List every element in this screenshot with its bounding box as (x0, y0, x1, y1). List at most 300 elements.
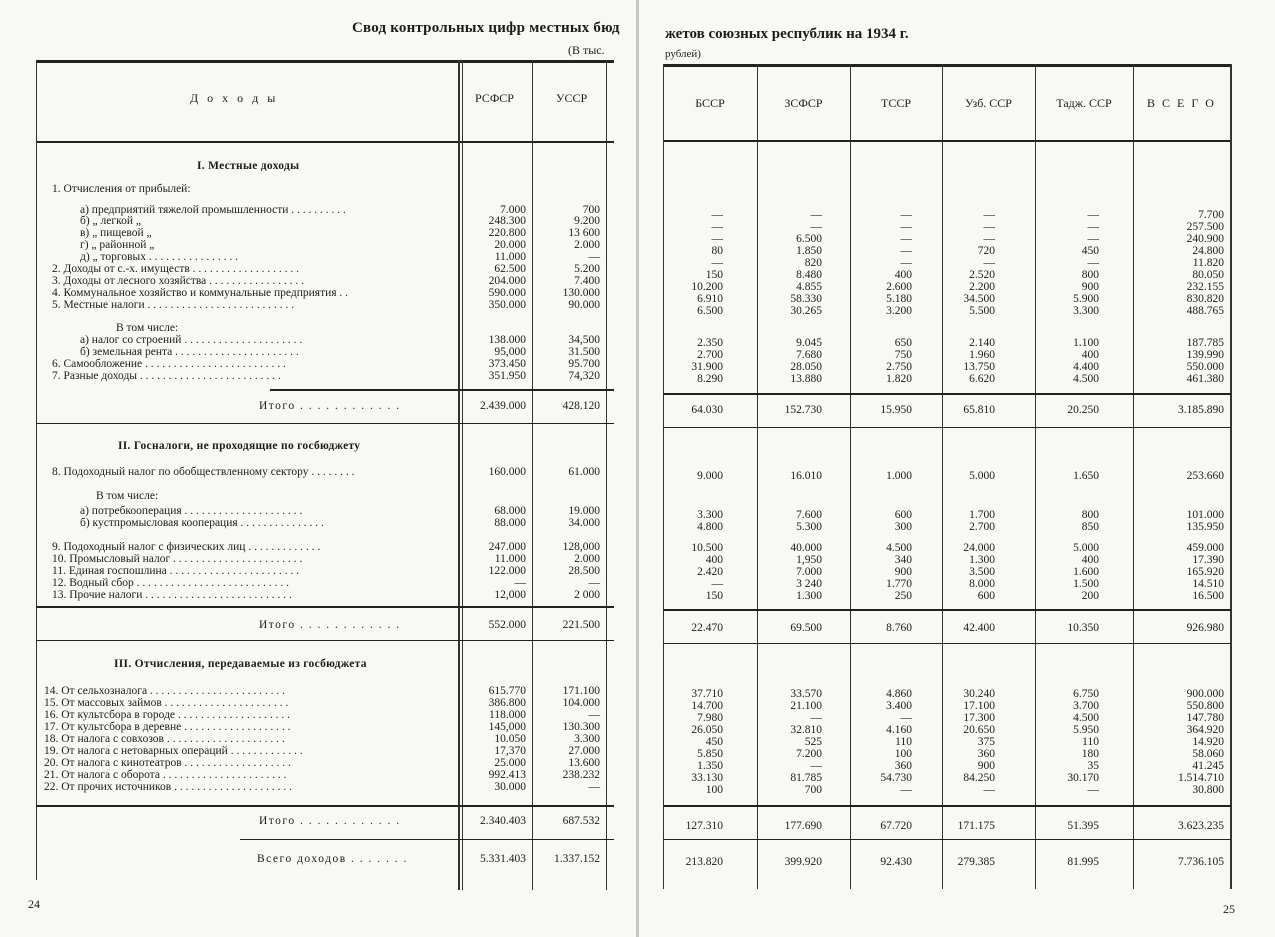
row-value-rsfsr: 118.000 (489, 709, 526, 721)
right-cell: 400 (1081, 554, 1099, 566)
right-cell: 4.860 (886, 688, 912, 700)
right-cell: 1.700 (969, 509, 995, 521)
right-cell: 37.710 (691, 688, 723, 700)
right-cell: 3.623.235 (1178, 820, 1224, 832)
header-ussr: УССР (556, 91, 588, 105)
right-cell: 3 240 (796, 578, 822, 590)
row-value-ussr: 5.200 (574, 263, 600, 275)
right-cell: 24.000 (963, 542, 995, 554)
right-cell: 1.100 (1073, 337, 1099, 349)
right-cell: 80.050 (1192, 269, 1224, 281)
row-value-rsfsr: 248.300 (488, 215, 526, 227)
right-cell: 213.820 (685, 856, 723, 868)
right-cell: — (900, 233, 912, 245)
right-cell: — (983, 784, 995, 796)
right-cell: 17.100 (963, 700, 995, 712)
right-cell: 20.650 (963, 724, 995, 736)
row-value-ussr: 19.000 (568, 505, 600, 517)
right-cell: 10.350 (1067, 622, 1099, 634)
right-cell: — (900, 257, 912, 269)
right-cell: — (810, 209, 822, 221)
right-cell: 550.000 (1186, 361, 1224, 373)
right-cell: 5.500 (969, 305, 995, 317)
right-cell: 10.200 (691, 281, 723, 293)
right-cell: 139.990 (1186, 349, 1224, 361)
right-header-1: ЗСФСР (784, 96, 823, 110)
row-label: 5. Местные налоги . . . . . . . . . . . . . . . . . . . . . . . . . . (52, 299, 295, 311)
row-value-ussr: 238.232 (562, 769, 600, 781)
right-cell: — (711, 209, 723, 221)
row-value-ussr: 128,000 (562, 541, 600, 553)
right-cell: 1,950 (796, 554, 822, 566)
right-cell: 650 (894, 337, 912, 349)
right-cell: 450 (705, 736, 723, 748)
row-value-rsfsr: 2.439.000 (480, 400, 526, 412)
right-cell: 150 (705, 590, 723, 602)
right-units: рублей) (665, 48, 701, 60)
right-header-3: Узб. ССР (965, 96, 1012, 110)
right-cell: 13.750 (963, 361, 995, 373)
row-label: 1. Отчисления от прибылей: (52, 183, 191, 195)
row-label: 13. Прочие налоги . . . . . . . . . . . . . . . . . . . . . . . . . . (52, 589, 292, 601)
table-right-rule (606, 60, 607, 890)
row-label: а) налог со строений . . . . . . . . . . . . . . . . . . . . . (80, 334, 303, 346)
right-cell: 8.000 (969, 578, 995, 590)
row-label: 11. Единая госпошлина . . . . . . . . . . . . . . . . . . . . . . . (52, 565, 300, 577)
right-cell: 33.130 (691, 772, 723, 784)
right-cell: 900 (1081, 281, 1099, 293)
row-label: Итого . . . . . . . . . . . . (259, 619, 401, 631)
row-value-rsfsr: 68.000 (494, 505, 526, 517)
row-label: В том числе: (96, 490, 159, 502)
right-cell: — (1087, 257, 1099, 269)
row-value-ussr: 104.000 (562, 697, 600, 709)
right-cell: 488.765 (1186, 305, 1224, 317)
row-value-rsfsr: 351.950 (488, 370, 526, 382)
itogo-rule-2 (36, 606, 614, 608)
right-header-4: Тадж. ССР (1056, 96, 1112, 110)
right-cell: 100 (705, 784, 723, 796)
itogo-rule-3 (36, 805, 614, 807)
col1-rule (458, 60, 460, 890)
row-label: 4. Коммунальное хозяйство и коммунальные предприятия . . (52, 287, 349, 299)
right-cell: 900 (894, 566, 912, 578)
right-cell: 80 (711, 245, 723, 257)
row-value-rsfsr: — (514, 577, 526, 589)
right-cell: 177.690 (784, 820, 822, 832)
row-value-ussr: 2 000 (574, 589, 600, 601)
row-label: в) „ пищевой „ (80, 227, 152, 239)
right-cell: — (900, 209, 912, 221)
row-label: 8. Подоходный налог по обобществленному сектору . . . . . . . . (52, 466, 355, 478)
right-cell: 26.050 (691, 724, 723, 736)
row-value-rsfsr: 88.000 (494, 517, 526, 529)
right-cell: 240.900 (1186, 233, 1224, 245)
right-cell: 6.500 (796, 233, 822, 245)
right-cell: — (810, 712, 822, 724)
row-value-ussr: 171.100 (562, 685, 600, 697)
row-label: Итого . . . . . . . . . . . . (259, 815, 401, 827)
right-cell: — (900, 712, 912, 724)
row-value-rsfsr: 2.340.403 (480, 815, 526, 827)
right-cell: 2.350 (697, 337, 723, 349)
row-value-rsfsr: 145,000 (488, 721, 526, 733)
right-cell: 30.170 (1067, 772, 1099, 784)
right-cell: 65.810 (963, 404, 995, 416)
right-cell: 800 (1081, 509, 1099, 521)
right-cell: 200 (1081, 590, 1099, 602)
right-cell: 8.290 (697, 373, 723, 385)
row-label: 12. Водный сбор . . . . . . . . . . . . . . . . . . . . . . . . . . . (52, 577, 289, 589)
right-title: жетов союзных республик на 1934 г. (665, 26, 909, 42)
right-cell: 340 (894, 554, 912, 566)
row-label: 21. От налога с оборота . . . . . . . . . . . . . . . . . . . . . . (44, 769, 287, 781)
row-value-ussr: 130.300 (562, 721, 600, 733)
right-cell: 360 (894, 760, 912, 772)
row-value-rsfsr: 204.000 (488, 275, 526, 287)
row-label: б) „ легкой „ (80, 215, 141, 227)
right-cell: — (711, 221, 723, 233)
right-cell: 84.250 (963, 772, 995, 784)
right-cell: 6.910 (697, 293, 723, 305)
right-cell: 820 (804, 257, 822, 269)
row-value-rsfsr: 17,370 (494, 745, 526, 757)
right-cell: 101.000 (1186, 509, 1224, 521)
row-value-rsfsr: 552.000 (488, 619, 526, 631)
r-col6-rule (1230, 64, 1232, 889)
right-cell: 16.500 (1192, 590, 1224, 602)
right-cell: — (1087, 209, 1099, 221)
right-cell: 600 (894, 509, 912, 521)
right-cell: 24.800 (1192, 245, 1224, 257)
row-value-rsfsr: 590.000 (488, 287, 526, 299)
right-cell: 147.780 (1186, 712, 1224, 724)
row-value-ussr: 13 600 (568, 227, 600, 239)
row-value-rsfsr: 220.800 (488, 227, 526, 239)
left-units: (В тыс. (568, 43, 605, 57)
right-cell: 14.700 (691, 700, 723, 712)
right-cell: 34.500 (963, 293, 995, 305)
right-cell: 28.050 (790, 361, 822, 373)
r-vsego-rule (663, 839, 1231, 840)
right-cell: 1.000 (886, 470, 912, 482)
right-cell: — (983, 209, 995, 221)
right-cell: — (1087, 233, 1099, 245)
row-value-ussr: — (588, 709, 600, 721)
right-cell: 7.736.105 (1178, 856, 1224, 868)
right-cell: 461.380 (1186, 373, 1224, 385)
row-label: 17. От культсбора в деревне . . . . . . . . . . . . . . . . . . . (44, 721, 291, 733)
itogo-rule-1 (270, 389, 614, 391)
section-rule-2 (36, 640, 614, 641)
r-itogo-rule-3 (663, 805, 1231, 807)
section-title-3: III. Отчисления, передаваемые из госбюджета (114, 658, 367, 670)
right-cell: 35 (1087, 760, 1099, 772)
section-title-1: I. Местные доходы (197, 160, 300, 172)
right-cell: 152.730 (784, 404, 822, 416)
right-cell: 4.500 (1073, 373, 1099, 385)
row-value-rsfsr: 615.770 (488, 685, 526, 697)
right-cell: — (711, 233, 723, 245)
row-value-ussr: 74,320 (568, 370, 600, 382)
right-cell: 3.700 (1073, 700, 1099, 712)
right-cell: 187.785 (1186, 337, 1224, 349)
row-value-ussr: 687.532 (562, 815, 600, 827)
row-label: Итого . . . . . . . . . . . . (259, 400, 401, 412)
right-cell: — (900, 784, 912, 796)
row-value-ussr: 3.300 (574, 733, 600, 745)
right-cell: 279.385 (957, 856, 995, 868)
right-cell: 3.200 (886, 305, 912, 317)
row-label: Всего доходов . . . . . . . (257, 853, 408, 865)
row-value-ussr: 95.700 (568, 358, 600, 370)
right-cell: 5.000 (969, 470, 995, 482)
row-value-ussr: 13.600 (568, 757, 600, 769)
right-cell: 1.960 (969, 349, 995, 361)
right-cell: 830.820 (1186, 293, 1224, 305)
vsego-rule (240, 839, 614, 840)
right-cell: 67.720 (880, 820, 912, 832)
right-cell: 9.000 (697, 470, 723, 482)
right-cell: 5.000 (1073, 542, 1099, 554)
right-cell: 33.570 (790, 688, 822, 700)
right-cell: 16.010 (790, 470, 822, 482)
right-cell: 11.820 (1192, 257, 1224, 269)
row-value-rsfsr: 30.000 (494, 781, 526, 793)
row-label: 19. От налога с нетоварных операций . . . . . . . . . . . . . (44, 745, 303, 757)
row-label: б) земельная рента . . . . . . . . . . . . . . . . . . . . . . (80, 346, 299, 358)
row-value-ussr: — (588, 251, 600, 263)
right-cell: 800 (1081, 269, 1099, 281)
right-cell: 31.900 (691, 361, 723, 373)
right-cell: 1.350 (697, 760, 723, 772)
right-cell: 4.160 (886, 724, 912, 736)
header-dohody: Д о х о д ы (190, 91, 279, 105)
right-cell: 600 (977, 590, 995, 602)
right-cell: 100 (894, 748, 912, 760)
right-cell: 5.900 (1073, 293, 1099, 305)
right-cell: 2.700 (697, 349, 723, 361)
right-cell: 700 (804, 784, 822, 796)
header-rsfsr: РСФСР (475, 91, 514, 105)
right-cell: 5.180 (886, 293, 912, 305)
right-cell: 400 (705, 554, 723, 566)
right-cell: 150 (705, 269, 723, 281)
table-header-rule (36, 141, 614, 143)
right-cell: 69.500 (790, 622, 822, 634)
right-cell: 13.880 (790, 373, 822, 385)
right-cell: 64.030 (691, 404, 723, 416)
right-cell: 110 (1082, 736, 1099, 748)
right-cell: 900.000 (1186, 688, 1224, 700)
right-cell: 1.650 (1073, 470, 1099, 482)
right-cell: 3.185.890 (1178, 404, 1224, 416)
right-cell: 7.980 (697, 712, 723, 724)
row-value-ussr: 31.500 (568, 346, 600, 358)
right-cell: 3.400 (886, 700, 912, 712)
right-cell: 2.700 (969, 521, 995, 533)
right-cell: 7.700 (1198, 209, 1224, 221)
right-cell: 135.950 (1186, 521, 1224, 533)
right-cell: 3.500 (969, 566, 995, 578)
row-value-ussr: 1.337.152 (554, 853, 600, 865)
left-page (0, 0, 636, 937)
right-cell: 30.800 (1192, 784, 1224, 796)
row-label: 15. От массовых займов . . . . . . . . . . . . . . . . . . . . . . (44, 697, 289, 709)
right-cell: 14.510 (1192, 578, 1224, 590)
r-section-rule-1 (663, 427, 1231, 428)
right-cell: 1.850 (796, 245, 822, 257)
row-label: 2. Доходы от с.-х. имуществ . . . . . . . . . . . . . . . . . . . (52, 263, 300, 275)
right-cell: 2.600 (886, 281, 912, 293)
right-cell: 20.250 (1067, 404, 1099, 416)
row-value-ussr: 2.000 (574, 553, 600, 565)
right-cell: 180 (1081, 748, 1099, 760)
row-label: 18. От налога с совхозов . . . . . . . . . . . . . . . . . . . . . (44, 733, 285, 745)
row-value-ussr: 61.000 (568, 466, 600, 478)
right-cell: 375 (977, 736, 995, 748)
row-label: 3. Доходы от лесного хозяйства . . . . . . . . . . . . . . . . . (52, 275, 304, 287)
row-value-rsfsr: 5.331.403 (480, 853, 526, 865)
row-value-rsfsr: 62.500 (494, 263, 526, 275)
right-cell: 400 (1081, 349, 1099, 361)
row-value-rsfsr: 7.000 (500, 204, 526, 216)
row-value-rsfsr: 11.000 (494, 553, 526, 565)
row-label: 16. От культсбора в городе . . . . . . . . . . . . . . . . . . . . (44, 709, 291, 721)
right-cell: 1.600 (1073, 566, 1099, 578)
row-value-ussr: 7.400 (574, 275, 600, 287)
right-cell: 15.950 (880, 404, 912, 416)
row-label: 10. Промысловый налог . . . . . . . . . . . . . . . . . . . . . . . (52, 553, 303, 565)
row-value-rsfsr: 373.450 (488, 358, 526, 370)
right-cell: 6.750 (1073, 688, 1099, 700)
row-label: В том числе: (116, 322, 179, 334)
right-cell: 1.820 (886, 373, 912, 385)
row-value-rsfsr: 160.000 (488, 466, 526, 478)
right-header-5: В С Е Г О (1147, 96, 1216, 110)
right-cell: 40.000 (790, 542, 822, 554)
row-value-rsfsr: 350.000 (488, 299, 526, 311)
r-itogo-rule-1 (663, 393, 1231, 395)
right-cell: 171.175 (957, 820, 995, 832)
row-value-ussr: 700 (582, 204, 600, 216)
right-page (639, 0, 1275, 937)
right-cell: 1.300 (969, 554, 995, 566)
right-cell: 14.920 (1192, 736, 1224, 748)
right-cell: 58.330 (790, 293, 822, 305)
right-cell: — (983, 257, 995, 269)
right-cell: 30.240 (963, 688, 995, 700)
right-cell: 9.045 (796, 337, 822, 349)
r-section-rule-2 (663, 643, 1231, 644)
right-cell: 17.300 (963, 712, 995, 724)
row-value-ussr: — (588, 577, 600, 589)
row-value-ussr: 2.000 (574, 239, 600, 251)
row-label: 7. Разные доходы . . . . . . . . . . . . . . . . . . . . . . . . . (52, 370, 281, 382)
row-value-rsfsr: 992.413 (488, 769, 526, 781)
right-header-2: ТССР (880, 96, 911, 110)
right-cell: 5.850 (697, 748, 723, 760)
right-cell: 7.200 (796, 748, 822, 760)
right-cell: 360 (977, 748, 995, 760)
row-value-rsfsr: 11.000 (494, 251, 526, 263)
right-cell: 2.420 (697, 566, 723, 578)
right-cell: 850 (1081, 521, 1099, 533)
row-value-ussr: 221.500 (562, 619, 600, 631)
right-cell: 450 (1081, 245, 1099, 257)
table-left-rule (36, 60, 37, 880)
right-cell: 110 (895, 736, 912, 748)
right-cell: 5.300 (796, 521, 822, 533)
right-cell: 232.155 (1186, 281, 1224, 293)
right-cell: 7.680 (796, 349, 822, 361)
right-cell: 550.800 (1186, 700, 1224, 712)
row-label: 22. От прочих источников . . . . . . . . . . . . . . . . . . . . . (44, 781, 292, 793)
section-rule-1 (36, 423, 614, 424)
right-cell: 4.500 (886, 542, 912, 554)
right-cell: 17.390 (1192, 554, 1224, 566)
right-cell: — (983, 233, 995, 245)
row-label: 9. Подоходный налог с физических лиц . . . . . . . . . . . . . (52, 541, 321, 553)
right-cell: 22.470 (691, 622, 723, 634)
right-cell: 4.500 (1073, 712, 1099, 724)
row-value-rsfsr: 386.800 (488, 697, 526, 709)
right-cell: 81.785 (790, 772, 822, 784)
row-label: а) потребкооперация . . . . . . . . . . . . . . . . . . . . . (80, 505, 303, 517)
row-value-ussr: 28.500 (568, 565, 600, 577)
table-top-rule (36, 60, 614, 63)
right-cell: 5.950 (1073, 724, 1099, 736)
right-cell: 750 (894, 349, 912, 361)
col1-rule-inner (462, 60, 463, 890)
right-cell: 1.500 (1073, 578, 1099, 590)
row-label: б) кустпромысловая кооперация . . . . . . . . . . . . . . . (80, 517, 324, 529)
right-cell: 41.245 (1192, 760, 1224, 772)
row-label: 14. От сельхозналога . . . . . . . . . . . . . . . . . . . . . . . . (44, 685, 286, 697)
right-cell: 400 (894, 269, 912, 281)
right-cell: 8.480 (796, 269, 822, 281)
right-cell: 21.100 (790, 700, 822, 712)
right-cell: 2.140 (969, 337, 995, 349)
row-value-ussr: 27.000 (568, 745, 600, 757)
r-itogo-rule-2 (663, 609, 1231, 611)
right-cell: 300 (894, 521, 912, 533)
right-cell: 32.810 (790, 724, 822, 736)
row-value-ussr: 130.000 (562, 287, 600, 299)
row-label: г) „ районной „ (80, 239, 155, 251)
row-value-rsfsr: 12,000 (494, 589, 526, 601)
row-value-rsfsr: 138.000 (488, 334, 526, 346)
right-cell: 4.855 (796, 281, 822, 293)
right-cell: 6.620 (969, 373, 995, 385)
row-label: д) „ торговых . . . . . . . . . . . . . . . . (80, 251, 238, 263)
row-label: 20. От налога с кинотеатров . . . . . . . . . . . . . . . . . . . (44, 757, 291, 769)
row-value-rsfsr: 95,000 (494, 346, 526, 358)
r-table-top-rule (663, 64, 1231, 67)
right-cell: — (810, 221, 822, 233)
col2-rule (532, 60, 533, 890)
right-cell: 399.920 (784, 856, 822, 868)
right-cell: 58.060 (1192, 748, 1224, 760)
right-cell: — (810, 760, 822, 772)
row-value-ussr: 34,500 (568, 334, 600, 346)
right-cell: 2.750 (886, 361, 912, 373)
right-cell: 81.995 (1067, 856, 1099, 868)
right-cell: 6.500 (697, 305, 723, 317)
right-cell: 926.980 (1186, 622, 1224, 634)
right-cell: — (711, 257, 723, 269)
row-value-rsfsr: 122.000 (488, 565, 526, 577)
